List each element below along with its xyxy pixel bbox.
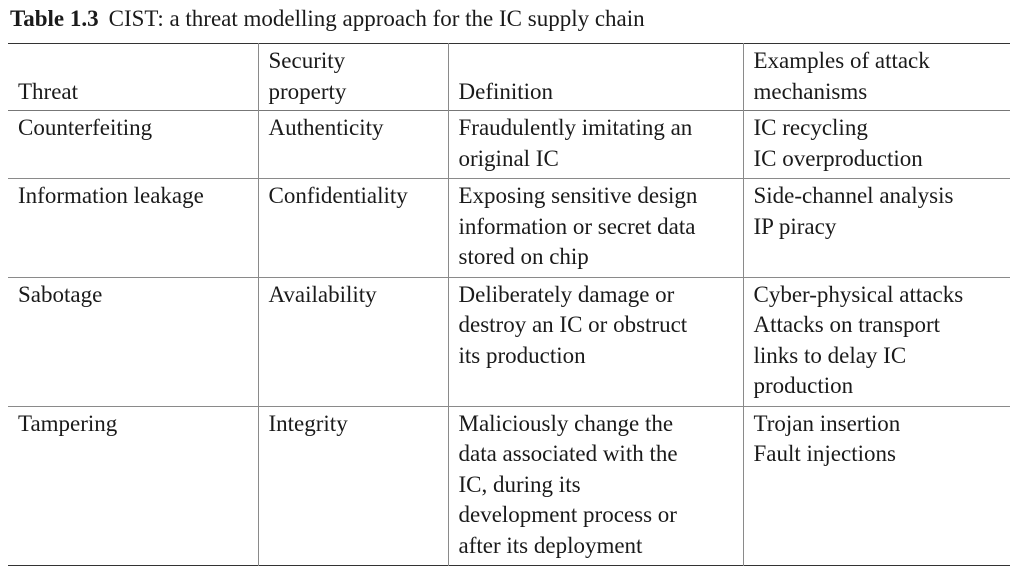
cell-definition: Maliciously change the data associated with the IC, during its development process or after its deployment xyxy=(448,406,743,566)
header-row xyxy=(8,44,1010,111)
cell-property: Confidentiality xyxy=(258,179,448,278)
threat-table xyxy=(8,43,1010,566)
cell-threat: Tampering xyxy=(18,410,118,436)
table-body xyxy=(8,111,1010,566)
cell-definition: Fraudulently imitating an original IC xyxy=(448,111,743,179)
cell-threat: Sabotage xyxy=(18,281,103,307)
header-definition: Definition xyxy=(448,44,743,111)
header-threat: Threat xyxy=(18,78,79,104)
cell-examples: Side-channel analysis IP piracy xyxy=(743,179,1010,278)
table-header xyxy=(8,44,1010,111)
cell-examples: Trojan insertion Fault injections xyxy=(743,406,1010,566)
cell-property: Authenticity xyxy=(258,111,448,179)
table-row xyxy=(8,406,1010,566)
table-row xyxy=(8,179,1010,278)
cell-examples: Cyber-physical attacks Attacks on transport links to delay IC production xyxy=(743,277,1010,406)
cell-threat: Counterfeiting xyxy=(18,115,153,140)
table-caption xyxy=(10,4,645,34)
cell-property: Availability xyxy=(258,277,448,406)
header-examples: Examples of attack mechanisms xyxy=(743,44,1010,111)
cell-examples: IC recycling IC overproduction xyxy=(743,111,1010,179)
table-caption-label: Table 1.3 xyxy=(10,6,99,31)
cell-definition: Deliberately damage or destroy an IC or obstruct its production xyxy=(448,277,743,406)
table-row xyxy=(8,111,1010,179)
table-row xyxy=(8,277,1010,406)
table-caption-title: CIST: a threat modelling approach for the IC supply chain xyxy=(108,6,645,31)
cell-property: Integrity xyxy=(258,406,448,566)
cell-threat: Information leakage xyxy=(18,183,204,208)
header-security-property: Security property xyxy=(258,44,448,111)
cell-definition: Exposing sensitive design information or secret data stored on chip xyxy=(448,179,743,278)
